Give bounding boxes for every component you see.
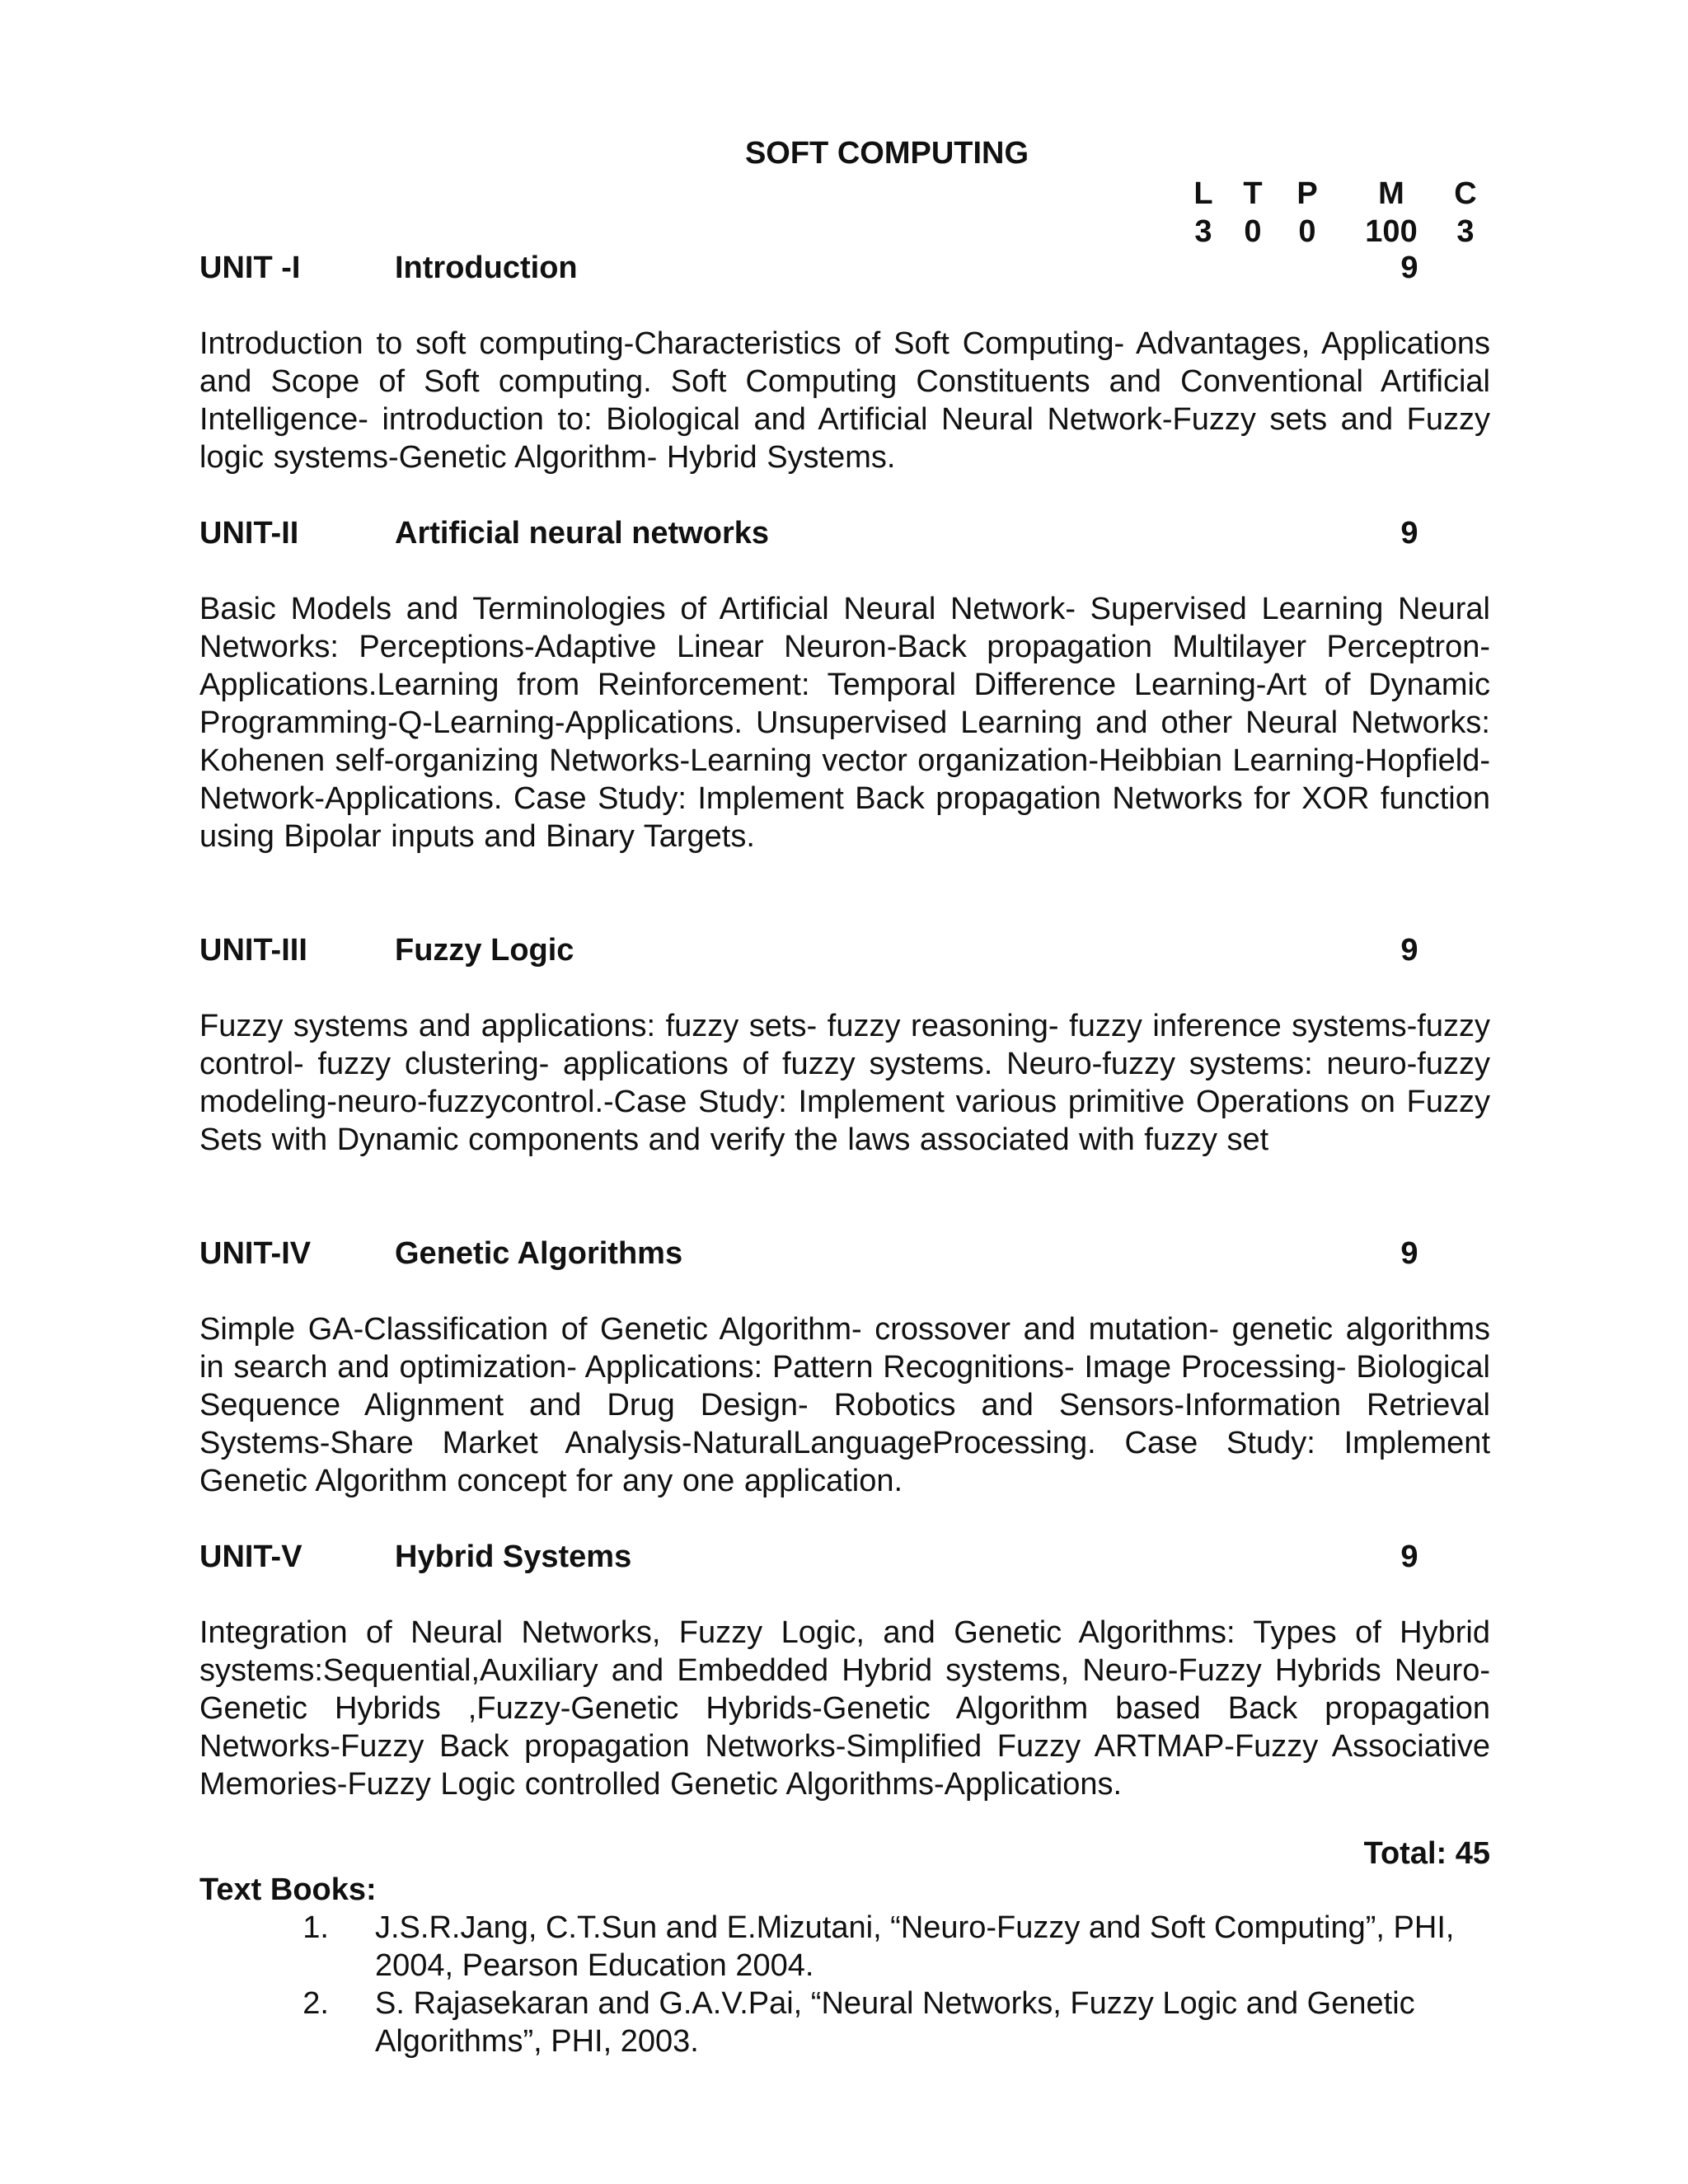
unit-3-title: Fuzzy Logic	[395, 933, 574, 968]
unit-3-number: UNIT-III	[199, 933, 307, 968]
text-book-citation: S. Rajasekaran and G.A.V.Pai, “Neural Networks, Fuzzy Logic and Genetic Algorithms”, PHI, 2003.	[375, 1986, 1415, 2059]
unit-5-number: UNIT-V	[199, 1540, 302, 1574]
credits-value-l: 3	[1194, 214, 1212, 249]
text-book-number: 2.	[302, 1986, 329, 2021]
unit-2-hours: 9	[1400, 516, 1418, 551]
text-book-citation: J.S.R.Jang, C.T.Sun and E.Mizutani, “Neuro-Fuzzy and Soft Computing”, PHI, 2004, Pearson Education 2004.	[375, 1910, 1455, 1983]
credits-table	[1154, 175, 1500, 254]
credits-header-c: C	[1454, 176, 1477, 211]
unit-3-hours: 9	[1400, 933, 1418, 968]
credits-header-t: T	[1243, 176, 1263, 211]
unit-1-hours: 9	[1400, 251, 1418, 285]
unit-2-title: Artificial neural networks	[395, 516, 770, 551]
unit-5-hours: 9	[1400, 1540, 1418, 1574]
credits-header-l: L	[1193, 176, 1213, 211]
unit-1-heading	[199, 249, 1493, 287]
unit-5-heading	[199, 1538, 1493, 1576]
credits-value-c: 3	[1456, 214, 1475, 249]
unit-3-content: Fuzzy systems and applications: fuzzy sets- fuzzy reasoning- fuzzy inference systems-fuzzy control- fuzzy clustering- applications of fuzzy systems. Neuro-fuzzy systems: neuro-fuzzy modeling-neuro-fuzzycontrol.-Case Study: Implement various primitive Operations on Fuzzy Sets with Dynamic components and verify the laws associated with fuzzy set	[199, 1009, 1490, 1157]
credits-header-p: P	[1296, 176, 1318, 211]
unit-2-number: UNIT-II	[199, 516, 299, 551]
unit-5-title: Hybrid Systems	[395, 1540, 632, 1574]
unit-4-number: UNIT-IV	[199, 1236, 312, 1271]
credits-value-t: 0	[1244, 214, 1262, 249]
unit-5-content: Integration of Neural Networks, Fuzzy Logic, and Genetic Algorithms: Types of Hybrid systems:Sequential,Auxiliary and Embedded Hybrid systems, Neuro-Fuzzy Hybrids Neuro-Genetic Hybrids ,Fuzzy-Genetic Hybrids-Genetic Algorithm based Back propagation Networks-Fuzzy Back propagation Networks-Simplified Fuzzy ARTMAP-Fuzzy Associative Memories-Fuzzy Logic controlled Genetic Algorithms-Applications.	[199, 1615, 1490, 1802]
unit-4-title: Genetic Algorithms	[395, 1236, 683, 1271]
credits-value-m: 100	[1365, 214, 1418, 249]
credits-header-m: M	[1378, 176, 1404, 211]
credits-value-p: 0	[1298, 214, 1316, 249]
unit-2-content: Basic Models and Terminologies of Artificial Neural Network- Supervised Learning Neural Networks: Perceptions-Adaptive Linear Neuron-Back propagation Multilayer Perceptron-Applications.Learning from Reinforcement: Temporal Difference Learning-Art of Dynamic Programming-Q-Learning-Applications. Unsupervised Learning and other Neural Networks: Kohenen self-organizing Networks-Learning vector organization-Heibbian Learning-Hopfield-Network-Applications. Case Study: Implement Back propagation Networks for XOR function using Bipolar inputs and Binary Targets.	[199, 592, 1490, 854]
course-title: SOFT COMPUTING	[744, 136, 1029, 171]
unit-3-heading	[199, 931, 1493, 969]
text-book-number: 1.	[302, 1910, 329, 1945]
unit-4-heading	[199, 1235, 1493, 1272]
unit-1-title: Introduction	[395, 251, 578, 285]
unit-4-hours: 9	[1400, 1236, 1418, 1271]
unit-4-content: Simple GA-Classification of Genetic Algorithm- crossover and mutation- genetic algorithms in search and optimization- Applications: Pattern Recognitions- Image Processing- Biological Sequence Alignment and Drug Design- Robotics and Sensors-Information Retrieval Systems-Share Market Analysis-NaturalLanguageProcessing. Case Study: Implement Genetic Algorithm concept for any one application.	[199, 1312, 1490, 1498]
unit-2-heading	[199, 514, 1493, 552]
unit-1-content: Introduction to soft computing-Characteristics of Soft Computing- Advantages, Applications and Scope of Soft computing. Soft Computing Constituents and Conventional Artificial Intelligence- introduction to: Biological and Artificial Neural Network-Fuzzy sets and Fuzzy logic systems-Genetic Algorithm- Hybrid Systems.	[199, 326, 1490, 475]
text-books-heading: Text Books:	[199, 1872, 377, 1907]
total-hours: Total: 45	[1363, 1836, 1490, 1871]
unit-1-number: UNIT -I	[199, 251, 301, 285]
